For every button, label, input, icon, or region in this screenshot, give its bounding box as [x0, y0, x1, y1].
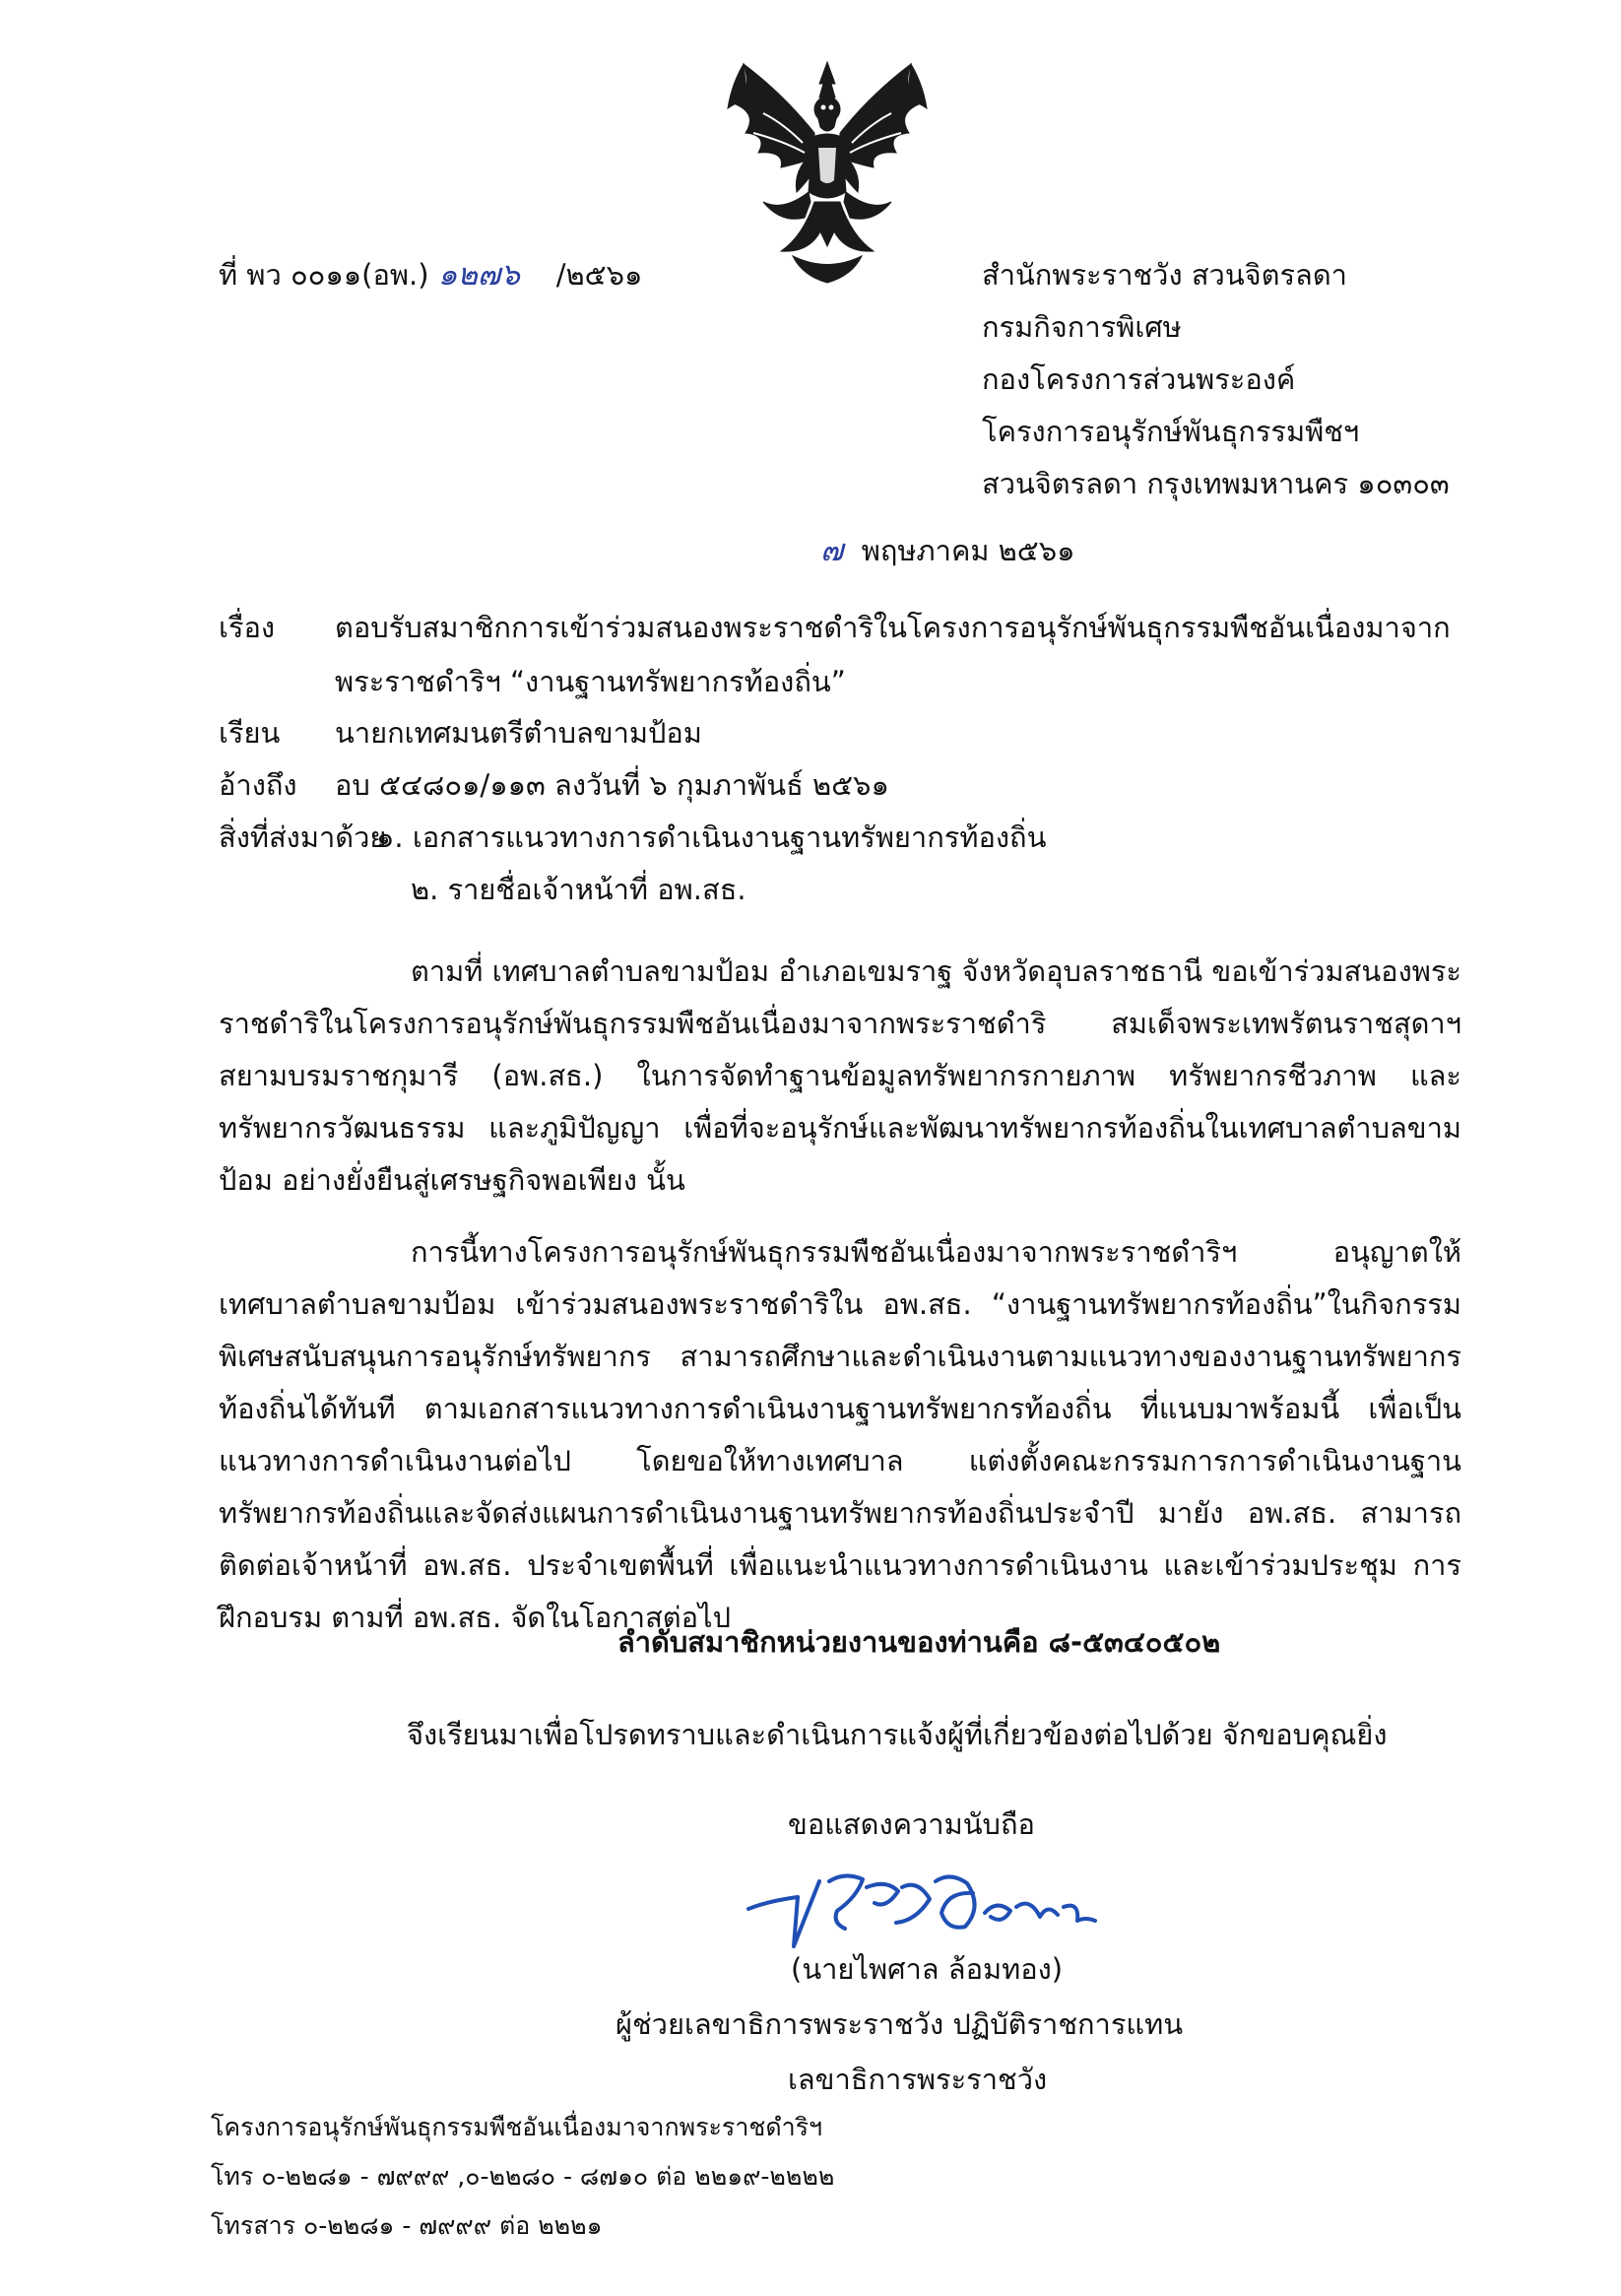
paragraph-text: ตามที่ เทศบาลตำบลขามป้อม อำเภอเขมราฐ จังหวัดอุบลราชธานี ขอเข้าร่วมสนองพระราชดำริในโครงการอนุรักษ์พันธุกรรมพืชอันเนื่องมาจากพระราชดำริ สมเด็จพระเทพรัตนราชสุดาฯ สยามบรมราชกุมารี (อพ.สธ.) ในการจัดทำฐานข้อมูลทรัพยากรกายภาพ ทรัพยากรชีวภาพ และทรัพยากรวัฒนธรรม และภูมิปัญญา เพื่อที่จะอนุรักษ์และพัฒนาทรัพยากรท้องถิ่นในเทศบาลตำบลขามป้อม อย่างยั่งยืนสู่เศรษฐกิจพอเพียง นั้น	[219, 954, 1461, 1197]
sender-line: โครงการอนุรักษ์พันธุกรรมพืชฯ	[982, 415, 1360, 448]
sender-line: กองโครงการส่วนพระองค์	[982, 362, 1296, 396]
subject-line-2: พระราชดำริฯ “งานฐานทรัพยากรท้องถิ่น”	[335, 665, 846, 698]
signatory-position-1: ผู้ช่วยเลขาธิการพระราชวัง ปฏิบัติราชการแทน	[616, 2007, 1184, 2041]
sender-line: กรมกิจการพิเศษ	[982, 310, 1182, 344]
handwritten-signature	[739, 1852, 1133, 1960]
subject-label: เรื่อง	[219, 611, 276, 644]
footer-phone: โทร ๐-๒๒๘๑ - ๗๙๙๙ ,๐-๒๒๘๐ - ๘๗๑๐ ต่อ ๒๒๑๙-๒๒๒๒	[211, 2162, 835, 2191]
sender-address	[982, 254, 1533, 515]
reference-number	[219, 254, 642, 295]
body-paragraph-1	[219, 946, 1461, 1207]
reference-prefix: ที่ พว ๐๐๑๑(อพ.)	[219, 258, 429, 292]
enclosure-label: สิ่งที่ส่งมาด้วย	[219, 820, 387, 854]
reference-handwritten-number: ๑๒๗๖	[437, 257, 520, 293]
footer-fax: โทรสาร ๐-๒๒๘๑ - ๗๙๙๙ ต่อ ๒๒๒๑	[211, 2211, 603, 2240]
body-paragraph-2	[219, 1226, 1461, 1644]
reference-value: อบ ๕๔๘๐๑/๑๑๓ ลงวันที่ ๖ กุมภาพันธ์ ๒๕๖๑	[335, 768, 889, 802]
sender-line: สำนักพระราชวัง สวนจิตรลดา	[982, 258, 1347, 292]
date-month-year: พฤษภาคม ๒๕๖๑	[861, 534, 1075, 567]
date-day-handwritten: ๗	[820, 533, 844, 568]
sender-line: สวนจิตรลดา กรุงเทพมหานคร ๑๐๓๐๓	[982, 467, 1450, 500]
enclosure-item-1: ๑. เอกสารแนวทางการดำเนินงานฐานทรัพยากรท้องถิ่น	[376, 820, 1047, 854]
paragraph-text: การนี้ทางโครงการอนุรักษ์พันธุกรรมพืชอันเนื่องมาจากพระราชดำริฯ อนุญาตให้เทศบาลตำบลขามป้อม เข้าร่วมสนองพระราชดำริใน อพ.สธ. “งานฐานทรัพยากรท้องถิ่น”ในกิจกรรมพิเศษสนับสนุนการอนุรักษ์ทรัพยากร สามารถศึกษาและดำเนินงานตามแนวทางของงานฐานทรัพยากรท้องถิ่นได้ทันที ตามเอกสารแนวทางการดำเนินงานฐานทรัพยากรท้องถิ่น ที่แนบมาพร้อมนี้ เพื่อเป็นแนวทางการดำเนินงานต่อไป โดยขอให้ทางเทศบาล แต่งตั้งคณะกรรมการการดำเนินงานฐานทรัพยากรท้องถิ่นและจัดส่งแผนการดำเนินงานฐานทรัพยากรท้องถิ่นประจำปี มายัง อพ.สธ. สามารถติดต่อเจ้าหน้าที่ อพ.สธ. ประจำเขตพื้นที่ เพื่อแนะนำแนวทางการดำเนินงาน และเข้าร่วมประชุม การฝึกอบรม ตามที่ อพ.สธ. จัดในโอกาสต่อไป	[219, 1235, 1461, 1634]
to-label: เรียน	[219, 716, 281, 750]
reference-suffix: /๒๕๖๑	[555, 258, 643, 292]
footer-office: โครงการอนุรักษ์พันธุกรรมพืชอันเนื่องมาจากพระราชดำริฯ	[211, 2113, 823, 2141]
subject-line-1: ตอบรับสมาชิกการเข้าร่วมสนองพระราชดำริในโครงการอนุรักษ์พันธุกรรมพืชอันเนื่องมาจาก	[335, 611, 1451, 644]
member-number: ลำดับสมาชิกหน่วยงานของท่านคือ ๘-๕๓๔๐๕๐๒	[617, 1625, 1221, 1659]
to-value: นายกเทศมนตรีตำบลขามป้อม	[335, 716, 702, 750]
signatory-position-2: เลขาธิการพระราชวัง	[788, 2063, 1048, 2096]
regards-text: ขอแสดงความนับถือ	[788, 1807, 1035, 1841]
enclosure-item-2: ๒. รายชื่อเจ้าหน้าที่ อพ.สธ.	[411, 873, 746, 906]
signatory-name: (นายไพศาล ล้อมทอง)	[791, 1952, 1064, 1986]
letter-date	[820, 530, 1075, 571]
reference-label: อ้างถึง	[219, 768, 297, 802]
closing-sentence: จึงเรียนมาเพื่อโปรดทราบและดำเนินการแจ้งผู้ที่เกี่ยวข้องต่อไปด้วย จักขอบคุณยิ่ง	[407, 1718, 1388, 1751]
garuda-emblem-icon	[724, 54, 931, 291]
